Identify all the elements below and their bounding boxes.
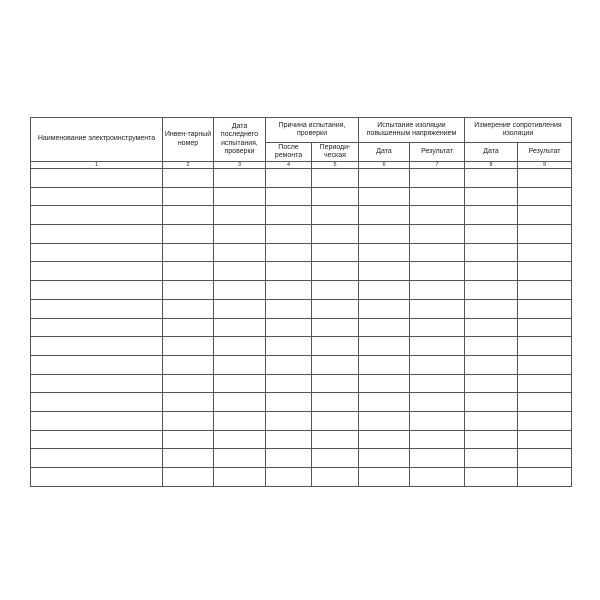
- table-cell[interactable]: [518, 169, 572, 188]
- table-cell[interactable]: [214, 187, 266, 206]
- table-cell[interactable]: [518, 225, 572, 244]
- table-cell[interactable]: [518, 243, 572, 262]
- column-number: 5: [312, 162, 359, 169]
- table-row: [31, 468, 572, 487]
- table-row: [31, 225, 572, 244]
- table-cell[interactable]: [214, 243, 266, 262]
- table-row: [31, 187, 572, 206]
- table-cell[interactable]: [465, 262, 518, 281]
- table-cell[interactable]: [266, 337, 312, 356]
- table-cell[interactable]: [410, 430, 465, 449]
- table-cell[interactable]: [312, 262, 359, 281]
- table-cell[interactable]: [31, 225, 163, 244]
- table-cell[interactable]: [214, 169, 266, 188]
- table-cell[interactable]: [359, 281, 410, 300]
- table-cell[interactable]: [312, 169, 359, 188]
- table-cell[interactable]: [31, 374, 163, 393]
- table-cell[interactable]: [31, 430, 163, 449]
- column-number-row: [31, 162, 572, 169]
- table-cell[interactable]: [214, 374, 266, 393]
- table-cell[interactable]: [312, 393, 359, 412]
- table-cell[interactable]: [163, 318, 214, 337]
- table-cell[interactable]: [518, 449, 572, 468]
- table-row: [31, 355, 572, 374]
- table-cell[interactable]: [312, 374, 359, 393]
- table-cell[interactable]: [410, 468, 465, 487]
- table-cell[interactable]: [266, 299, 312, 318]
- table-cell[interactable]: [359, 169, 410, 188]
- table-cell[interactable]: [214, 225, 266, 244]
- table-cell[interactable]: [312, 187, 359, 206]
- table-row: [31, 243, 572, 262]
- table-cell[interactable]: [359, 243, 410, 262]
- table-cell[interactable]: [163, 449, 214, 468]
- table-cell[interactable]: [465, 411, 518, 430]
- table-cell[interactable]: [518, 187, 572, 206]
- table-cell[interactable]: [359, 337, 410, 356]
- table-cell[interactable]: [465, 206, 518, 225]
- table-cell[interactable]: [214, 299, 266, 318]
- table-cell[interactable]: [266, 468, 312, 487]
- table-cell[interactable]: [312, 355, 359, 374]
- table-cell[interactable]: [163, 411, 214, 430]
- table-cell[interactable]: [31, 169, 163, 188]
- table-cell[interactable]: [266, 187, 312, 206]
- table-cell[interactable]: [266, 355, 312, 374]
- table-cell[interactable]: [163, 243, 214, 262]
- column-number: 3: [214, 162, 266, 169]
- table-cell[interactable]: [359, 225, 410, 244]
- table-cell[interactable]: [31, 393, 163, 412]
- header-after-repair: После ремонта: [266, 143, 312, 162]
- table-cell[interactable]: [31, 299, 163, 318]
- column-number: 9: [518, 162, 572, 169]
- table-cell[interactable]: [465, 393, 518, 412]
- table-cell[interactable]: [312, 299, 359, 318]
- table-cell[interactable]: [518, 318, 572, 337]
- table-cell[interactable]: [359, 187, 410, 206]
- header-test-reason: Причина испытания, проверки: [266, 118, 359, 143]
- journal-sheet: [30, 117, 571, 487]
- table-cell[interactable]: [31, 318, 163, 337]
- table-cell[interactable]: [163, 169, 214, 188]
- table-cell[interactable]: [312, 281, 359, 300]
- header-resistance-date: Дата: [465, 143, 518, 162]
- table-cell[interactable]: [31, 243, 163, 262]
- table-cell[interactable]: [163, 355, 214, 374]
- table-cell[interactable]: [518, 262, 572, 281]
- table-cell[interactable]: [214, 430, 266, 449]
- header-hv-date: Дата: [359, 143, 410, 162]
- table-cell[interactable]: [31, 337, 163, 356]
- table-cell[interactable]: [266, 206, 312, 225]
- table-cell[interactable]: [359, 393, 410, 412]
- table-cell[interactable]: [410, 449, 465, 468]
- table-cell[interactable]: [31, 281, 163, 300]
- table-cell[interactable]: [410, 243, 465, 262]
- table-cell[interactable]: [312, 411, 359, 430]
- table-cell[interactable]: [518, 411, 572, 430]
- table-cell[interactable]: [214, 337, 266, 356]
- table-cell[interactable]: [410, 393, 465, 412]
- table-cell[interactable]: [312, 225, 359, 244]
- table-cell[interactable]: [163, 374, 214, 393]
- table-cell[interactable]: [410, 225, 465, 244]
- table-cell[interactable]: [266, 393, 312, 412]
- table-cell[interactable]: [214, 281, 266, 300]
- table-cell[interactable]: [163, 299, 214, 318]
- table-cell[interactable]: [465, 169, 518, 188]
- table-cell[interactable]: [465, 355, 518, 374]
- table-cell[interactable]: [465, 449, 518, 468]
- table-cell[interactable]: [518, 281, 572, 300]
- table-cell[interactable]: [359, 449, 410, 468]
- table-cell[interactable]: [214, 411, 266, 430]
- table-cell[interactable]: [465, 225, 518, 244]
- table-row: [31, 337, 572, 356]
- table-cell[interactable]: [214, 468, 266, 487]
- table-row: [31, 262, 572, 281]
- table-cell[interactable]: [312, 430, 359, 449]
- column-number: 4: [266, 162, 312, 169]
- column-number: 8: [465, 162, 518, 169]
- table-row: [31, 318, 572, 337]
- table-cell[interactable]: [214, 206, 266, 225]
- table-cell[interactable]: [359, 374, 410, 393]
- table-cell[interactable]: [266, 243, 312, 262]
- table-cell[interactable]: [214, 393, 266, 412]
- table-cell[interactable]: [163, 393, 214, 412]
- table-cell[interactable]: [312, 243, 359, 262]
- table-cell[interactable]: [465, 187, 518, 206]
- table-cell[interactable]: [410, 281, 465, 300]
- table-cell[interactable]: [465, 299, 518, 318]
- table-cell[interactable]: [31, 206, 163, 225]
- table-cell[interactable]: [359, 262, 410, 281]
- table-cell[interactable]: [163, 337, 214, 356]
- table-cell[interactable]: [312, 318, 359, 337]
- column-number: 6: [359, 162, 410, 169]
- electrotool-test-journal-table: [30, 117, 572, 487]
- table-row: [31, 411, 572, 430]
- table-cell[interactable]: [359, 468, 410, 487]
- table-cell[interactable]: [465, 430, 518, 449]
- table-header: [31, 118, 572, 162]
- header-insulation-hv-test: Испытание изоляции повышенным напряжением: [359, 118, 465, 143]
- table-cell[interactable]: [214, 449, 266, 468]
- header-inventory-number: Инвен-тарный номер: [163, 118, 214, 162]
- table-cell[interactable]: [359, 430, 410, 449]
- table-row: [31, 449, 572, 468]
- column-number: 1: [31, 162, 163, 169]
- table-row: [31, 206, 572, 225]
- table-cell[interactable]: [31, 262, 163, 281]
- table-cell[interactable]: [266, 430, 312, 449]
- table-cell[interactable]: [410, 262, 465, 281]
- table-cell[interactable]: [163, 468, 214, 487]
- table-cell[interactable]: [31, 468, 163, 487]
- table-cell[interactable]: [312, 206, 359, 225]
- table-cell[interactable]: [31, 355, 163, 374]
- table-cell[interactable]: [214, 318, 266, 337]
- table-cell[interactable]: [312, 468, 359, 487]
- table-cell[interactable]: [163, 225, 214, 244]
- header-resistance-result: Результат: [518, 143, 572, 162]
- table-cell[interactable]: [465, 318, 518, 337]
- table-cell[interactable]: [266, 225, 312, 244]
- table-cell[interactable]: [163, 430, 214, 449]
- table-cell[interactable]: [465, 468, 518, 487]
- table-cell[interactable]: [163, 206, 214, 225]
- table-cell[interactable]: [465, 243, 518, 262]
- table-cell[interactable]: [359, 355, 410, 374]
- table-cell[interactable]: [518, 206, 572, 225]
- header-insulation-resistance: Измерение сопротивления изоляции: [465, 118, 572, 143]
- table-cell[interactable]: [410, 169, 465, 188]
- table-cell[interactable]: [266, 169, 312, 188]
- table-cell[interactable]: [465, 337, 518, 356]
- table-cell[interactable]: [518, 337, 572, 356]
- table-cell[interactable]: [465, 281, 518, 300]
- column-number: 2: [163, 162, 214, 169]
- table-cell[interactable]: [410, 411, 465, 430]
- table-cell[interactable]: [518, 374, 572, 393]
- table-cell[interactable]: [266, 411, 312, 430]
- table-body: [31, 162, 572, 487]
- header-hv-result: Результат: [410, 143, 465, 162]
- column-number: 7: [410, 162, 465, 169]
- table-row: [31, 374, 572, 393]
- table-cell[interactable]: [163, 262, 214, 281]
- table-cell[interactable]: [410, 206, 465, 225]
- table-cell[interactable]: [214, 355, 266, 374]
- table-cell[interactable]: [31, 449, 163, 468]
- table-cell[interactable]: [266, 318, 312, 337]
- table-cell[interactable]: [359, 318, 410, 337]
- table-row: [31, 299, 572, 318]
- table-cell[interactable]: [410, 374, 465, 393]
- table-cell[interactable]: [518, 468, 572, 487]
- table-cell[interactable]: [31, 187, 163, 206]
- table-cell[interactable]: [312, 337, 359, 356]
- table-cell[interactable]: [518, 393, 572, 412]
- table-cell[interactable]: [266, 374, 312, 393]
- table-cell[interactable]: [410, 337, 465, 356]
- table-cell[interactable]: [359, 206, 410, 225]
- table-cell[interactable]: [518, 355, 572, 374]
- table-cell[interactable]: [163, 187, 214, 206]
- table-cell[interactable]: [359, 299, 410, 318]
- header-tool-name: Наименование электроинструмента: [31, 118, 163, 162]
- table-cell[interactable]: [266, 281, 312, 300]
- table-cell[interactable]: [312, 449, 359, 468]
- table-cell[interactable]: [410, 318, 465, 337]
- table-cell[interactable]: [359, 411, 410, 430]
- header-periodic: Периоди-ческая: [312, 143, 359, 162]
- table-cell[interactable]: [518, 299, 572, 318]
- table-cell[interactable]: [518, 430, 572, 449]
- table-cell[interactable]: [410, 187, 465, 206]
- table-cell[interactable]: [31, 411, 163, 430]
- table-cell[interactable]: [465, 374, 518, 393]
- header-last-test-date: Дата последнего испытания, проверки: [214, 118, 266, 162]
- table-cell[interactable]: [214, 262, 266, 281]
- table-cell[interactable]: [266, 262, 312, 281]
- table-row: [31, 393, 572, 412]
- table-row: [31, 169, 572, 188]
- table-row: [31, 281, 572, 300]
- table-cell[interactable]: [410, 355, 465, 374]
- table-cell[interactable]: [163, 281, 214, 300]
- table-cell[interactable]: [266, 449, 312, 468]
- table-row: [31, 430, 572, 449]
- table-cell[interactable]: [410, 299, 465, 318]
